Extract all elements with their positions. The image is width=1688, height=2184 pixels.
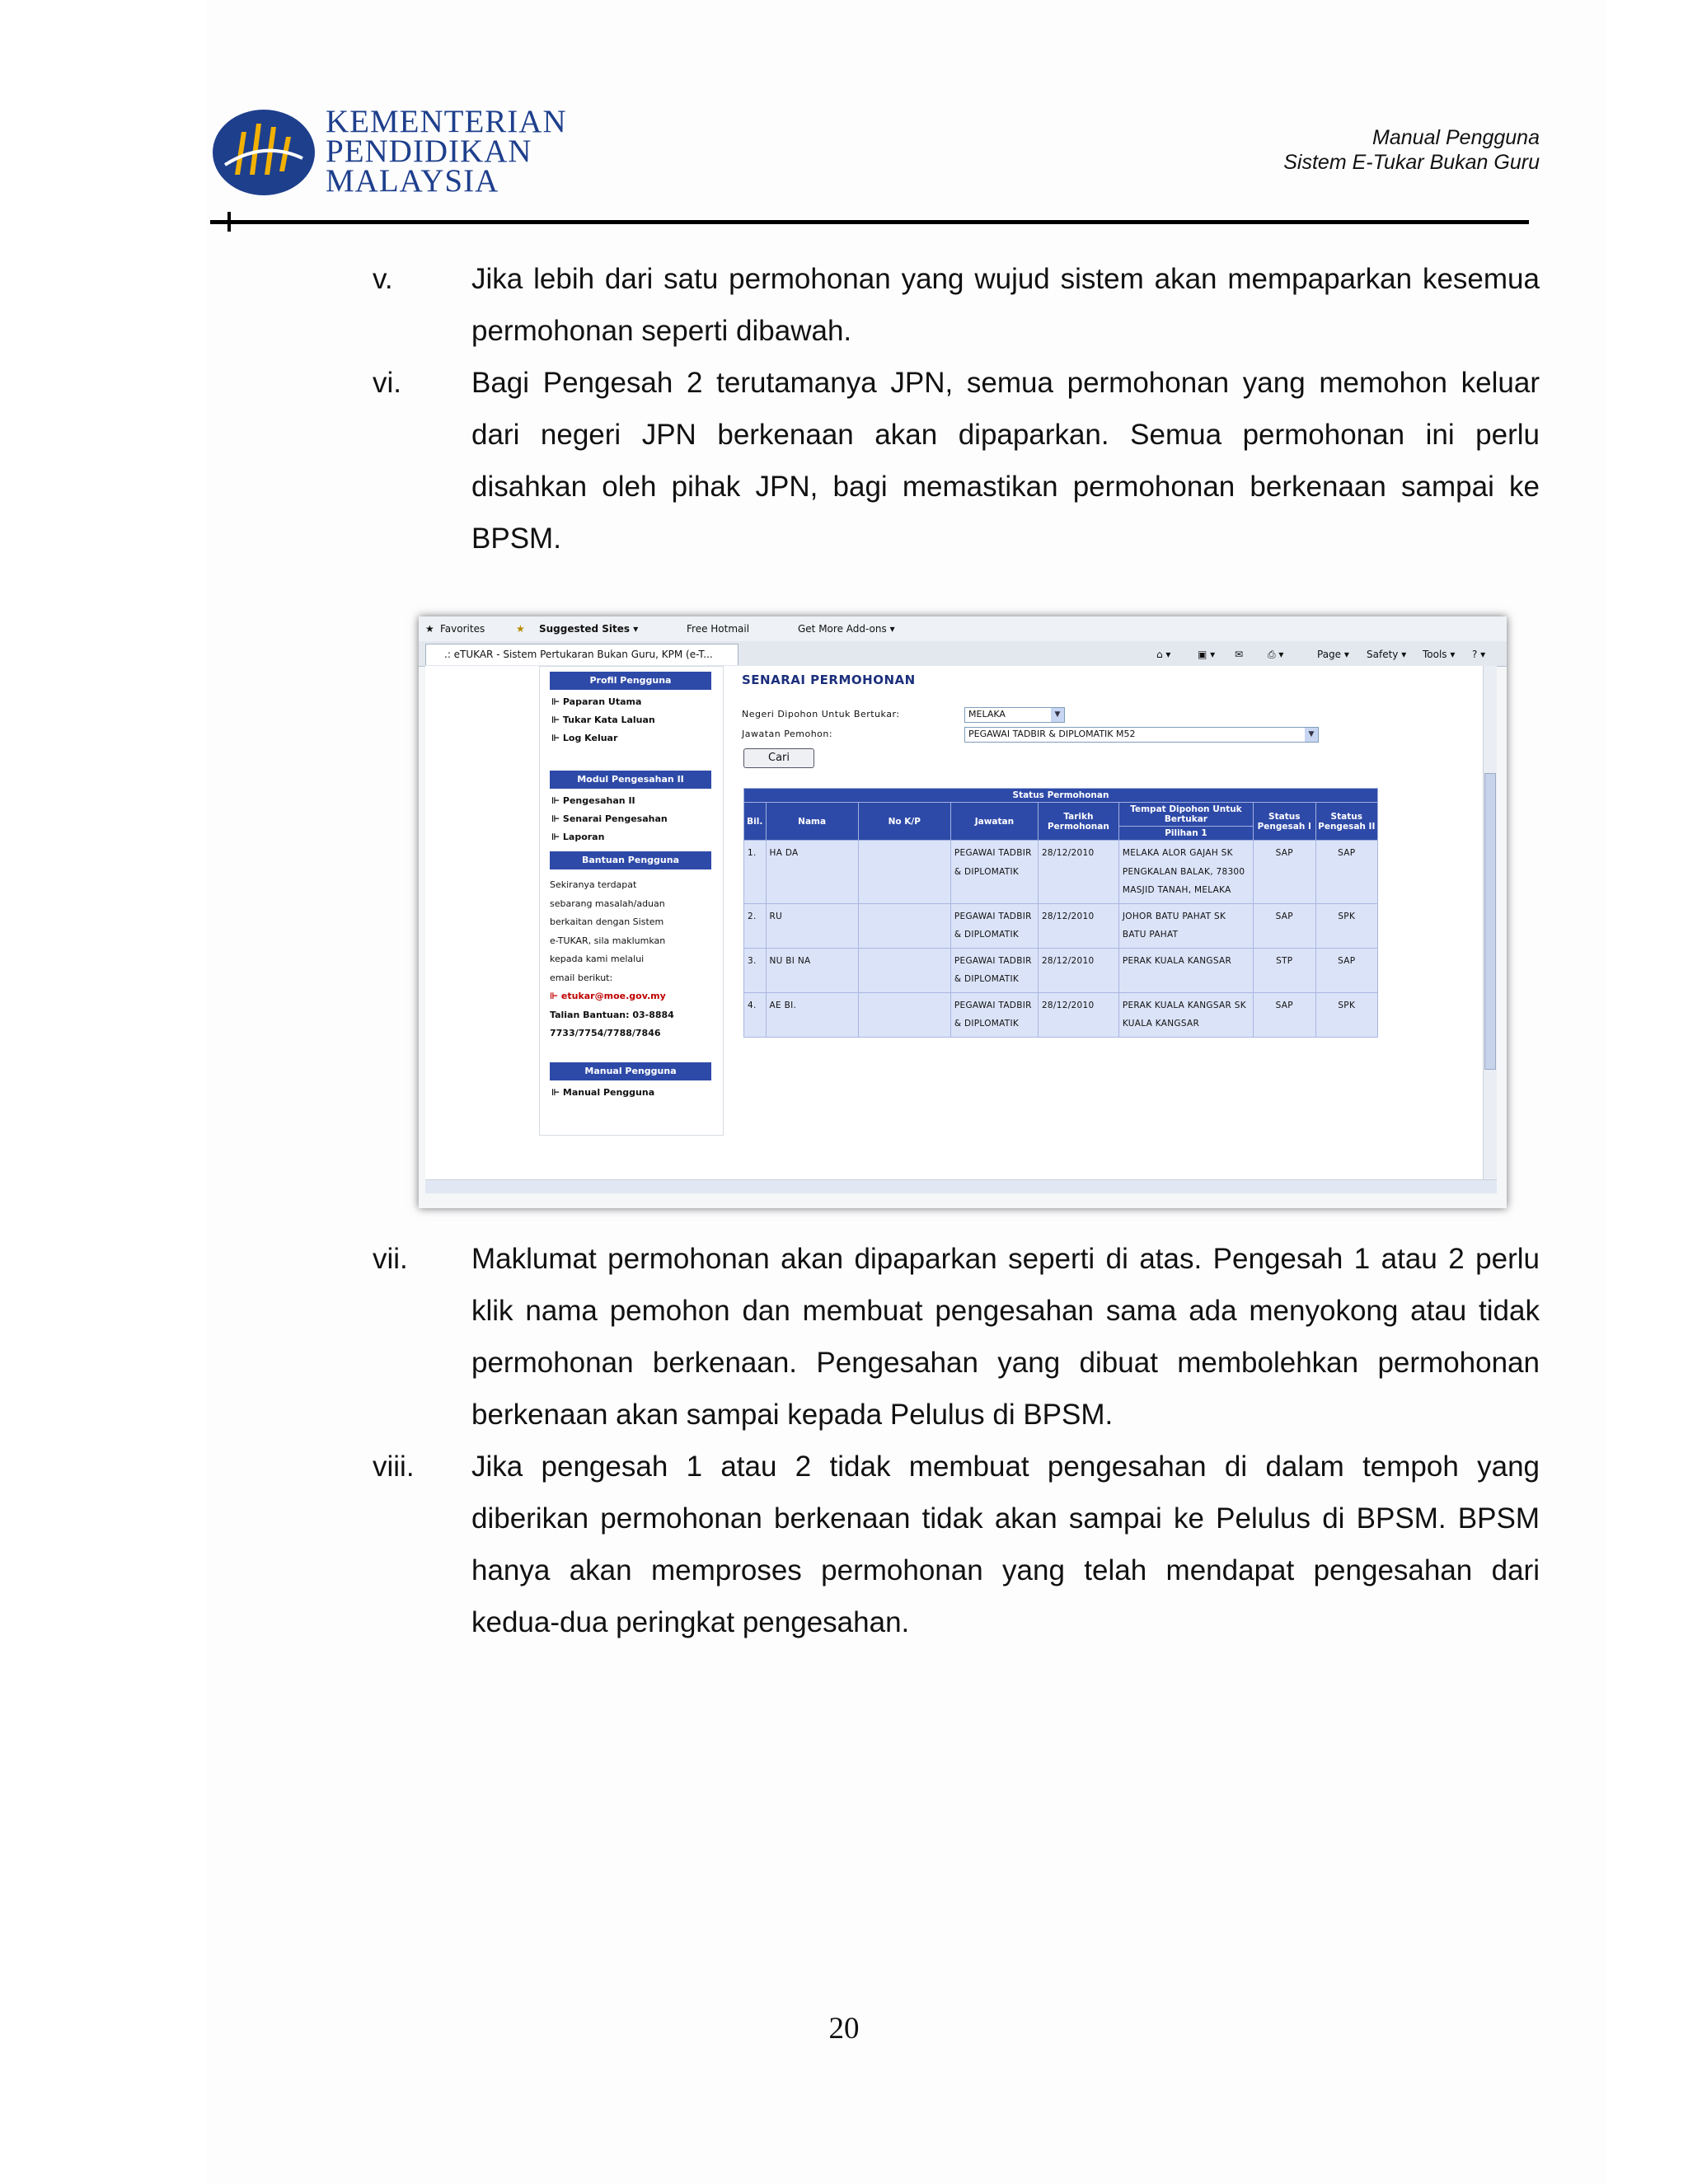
applicant-name-link[interactable]: RU: [766, 903, 858, 948]
browser-viewport: [425, 666, 1497, 1193]
doc-subtitle: Sistem E-Tukar Bukan Guru: [1283, 151, 1540, 174]
sidebar-item-log-keluar[interactable]: ⊩ Log Keluar: [551, 733, 618, 743]
list-item: [373, 357, 1540, 565]
sidebar-head-modul: Modul Pengesahan II: [550, 771, 711, 789]
sidebar-item-laporan[interactable]: ⊩ Laporan: [551, 832, 605, 842]
safety-menu[interactable]: Safety ▾: [1367, 649, 1407, 660]
support-email-link[interactable]: ⊩ etukar@moe.gov.my: [550, 991, 666, 1001]
page-number: 20: [828, 2012, 860, 2046]
horizontal-scrollbar[interactable]: [425, 1179, 1497, 1193]
jawatan-select[interactable]: PEGAWAI TADBIR & DIPLOMATIK M52 ▼: [964, 727, 1319, 743]
permohonan-table: [743, 788, 1378, 1038]
vertical-scrollbar[interactable]: [1483, 666, 1497, 1193]
table-row[interactable]: 1. HA DA PEGAWAI TADBIR & DIPLOMATIK 28/12/2010 MELAKA ALOR GAJAH SK PENGKALAN BALAK, 78300 MASJID TANAH, MELAKA SAP SAP: [744, 841, 1378, 904]
item-text: Maklumat permohonan akan dipaparkan seperti di atas. Pengesah 1 atau 2 perlu klik nama pemohon dan membuat pengesahan sama ada menyokong atau tidak permohonan berkenaan. Pengesahan yang dibuat membolehkan permohonan berkenaan akan sampai kepada Pelulus di BPSM.: [471, 1243, 1540, 1431]
cari-button[interactable]: Cari: [743, 748, 814, 768]
group-header: Status Permohonan: [744, 789, 1378, 803]
sidebar-head-bantuan: Bantuan Pengguna: [550, 851, 711, 869]
item-number: vii.: [373, 1243, 408, 1275]
applicant-name-link[interactable]: NU BI NA: [766, 948, 858, 992]
chevron-down-icon: ▼: [1051, 708, 1064, 722]
tools-menu[interactable]: Tools ▾: [1423, 649, 1456, 660]
suggested-sites-link[interactable]: Suggested Sites ▾: [539, 623, 639, 635]
list-item: [373, 1441, 1540, 1648]
sidebar-item-manual-pengguna[interactable]: ⊩ Manual Pengguna: [551, 1087, 655, 1098]
tab-title: .: eTUKAR - Sistem Pertukaran Bukan Guru, KPM (e-T...: [444, 649, 713, 660]
negeri-label: Negeri Dipohon Untuk Bertukar:: [742, 709, 900, 719]
doc-title: Manual Pengguna: [1372, 126, 1540, 149]
header-rule-tick: [227, 212, 231, 232]
embedded-screenshot: [419, 616, 1507, 1208]
col-nama: Nama: [766, 803, 858, 841]
header-rule: [210, 220, 1529, 224]
item-number: v.: [373, 263, 393, 295]
page-title: SENARAI PERMOHONAN: [742, 673, 916, 687]
sidebar-item-senarai-pengesahan[interactable]: ⊩ Senarai Pengesahan: [551, 813, 668, 824]
sidebar-item-paparan-utama[interactable]: ⊩ Paparan Utama: [551, 696, 642, 707]
col-tarikh: Tarikh Permohonan: [1038, 803, 1118, 841]
col-status-1: Status Pengesah I: [1254, 803, 1315, 841]
browser-tab[interactable]: [425, 644, 738, 665]
jawatan-label: Jawatan Pemohon:: [742, 729, 833, 739]
col-tempat: Tempat Dipohon Untuk Bertukar: [1118, 803, 1253, 827]
sidebar-item-tukar-kata-laluan[interactable]: ⊩ Tukar Kata Laluan: [551, 715, 655, 725]
table-row[interactable]: 4. AE BI. PEGAWAI TADBIR & DIPLOMATIK 28/12/2010 PERAK KUALA KANGSAR SK KUALA KANGSAR SAP SPK: [744, 992, 1378, 1037]
favorites-star-icon: ★: [425, 623, 434, 635]
sidebar-item-pengesahan-ii[interactable]: ⊩ Pengesahan II: [551, 795, 635, 806]
favorites-button[interactable]: Favorites: [440, 623, 485, 635]
table-row[interactable]: 3. NU BI NA PEGAWAI TADBIR & DIPLOMATIK 28/12/2010 PERAK KUALA KANGSAR STP SAP: [744, 948, 1378, 992]
negeri-select[interactable]: MELAKA ▼: [964, 707, 1065, 723]
kpm-logo-icon: [210, 107, 317, 198]
col-bil: Bil.: [744, 803, 767, 841]
applicant-name-link[interactable]: AE BI.: [766, 992, 858, 1037]
item-number: viii.: [373, 1451, 415, 1483]
ministry-line-1: KEMENTERIAN: [326, 104, 567, 139]
list-item: [373, 1233, 1540, 1441]
get-addons-link[interactable]: Get More Add-ons ▾: [798, 623, 895, 635]
feeds-icon[interactable]: ▣ ▾: [1198, 649, 1216, 660]
ministry-line-2: PENDIDIKAN: [326, 134, 532, 169]
favorites-bar: [419, 616, 1507, 641]
table-row[interactable]: 2. RU PEGAWAI TADBIR & DIPLOMATIK 28/12/2010 JOHOR BATU PAHAT SK BATU PAHAT SAP SPK: [744, 903, 1378, 948]
add-favorite-icon[interactable]: ★: [516, 623, 525, 635]
applicant-name-link[interactable]: HA DA: [766, 841, 858, 904]
chevron-down-icon: ▼: [1305, 728, 1318, 742]
scrollbar-thumb[interactable]: [1484, 773, 1496, 1070]
sidebar: [539, 666, 724, 1136]
col-status-2: Status Pengesah II: [1315, 803, 1378, 841]
item-number: vi.: [373, 367, 401, 399]
free-hotmail-link[interactable]: Free Hotmail: [687, 623, 750, 635]
page-menu[interactable]: Page ▾: [1317, 649, 1349, 660]
main-content: [732, 666, 1376, 1177]
help-icon[interactable]: ? ▾: [1472, 649, 1486, 660]
list-item: [373, 253, 1540, 357]
col-nokp: No K/P: [858, 803, 950, 841]
sidebar-head-profil: Profil Pengguna: [550, 672, 711, 690]
ministry-line-3: MALAYSIA: [326, 163, 499, 199]
sidebar-head-manual: Manual Pengguna: [550, 1062, 711, 1080]
print-icon[interactable]: ⎙ ▾: [1268, 649, 1284, 660]
ministry-name: [326, 104, 567, 199]
item-text: Jika pengesah 1 atau 2 tidak membuat pengesahan di dalam tempoh yang diberikan permohonan berkenaan tidak akan sampai ke Pelulus di BPSM. BPSM hanya akan memproses permohonan yang telah mendapat pengesahan dari kedua-dua peringkat pengesahan.: [471, 1451, 1540, 1638]
item-text: Bagi Pengesah 2 terutamanya JPN, semua permohonan yang memohon keluar dari negeri JPN berkenaan akan dipaparkan. Semua permohonan ini perlu disahkan oleh pihak JPN, bagi memastikan permohonan berkenaan sampai ke BPSM.: [471, 367, 1540, 555]
browser-tab-bar: [419, 641, 1507, 667]
col-jawatan: Jawatan: [950, 803, 1038, 841]
item-text: Jika lebih dari satu permohonan yang wujud sistem akan mempaparkan kesemua permohonan seperti dibawah.: [471, 263, 1540, 347]
helpline-numbers: 7733/7754/7788/7846: [550, 1028, 661, 1038]
helpline: Talian Bantuan: 03-8884: [550, 1009, 674, 1020]
help-text: Sekiranya terdapat sebarang masalah/aduan berkaitan dengan Sistem e-TUKAR, sila maklumkan kepada kami melalui email berikut: ⊩ etukar@moe.gov.my Talian Bantuan: 03-8884 7733/7754/7788/7846: [550, 876, 715, 1043]
col-pilihan: Pilihan 1: [1118, 827, 1253, 841]
home-icon[interactable]: ⌂ ▾: [1156, 649, 1171, 660]
document-header: [1283, 125, 1540, 175]
mail-icon[interactable]: ✉: [1235, 649, 1244, 660]
